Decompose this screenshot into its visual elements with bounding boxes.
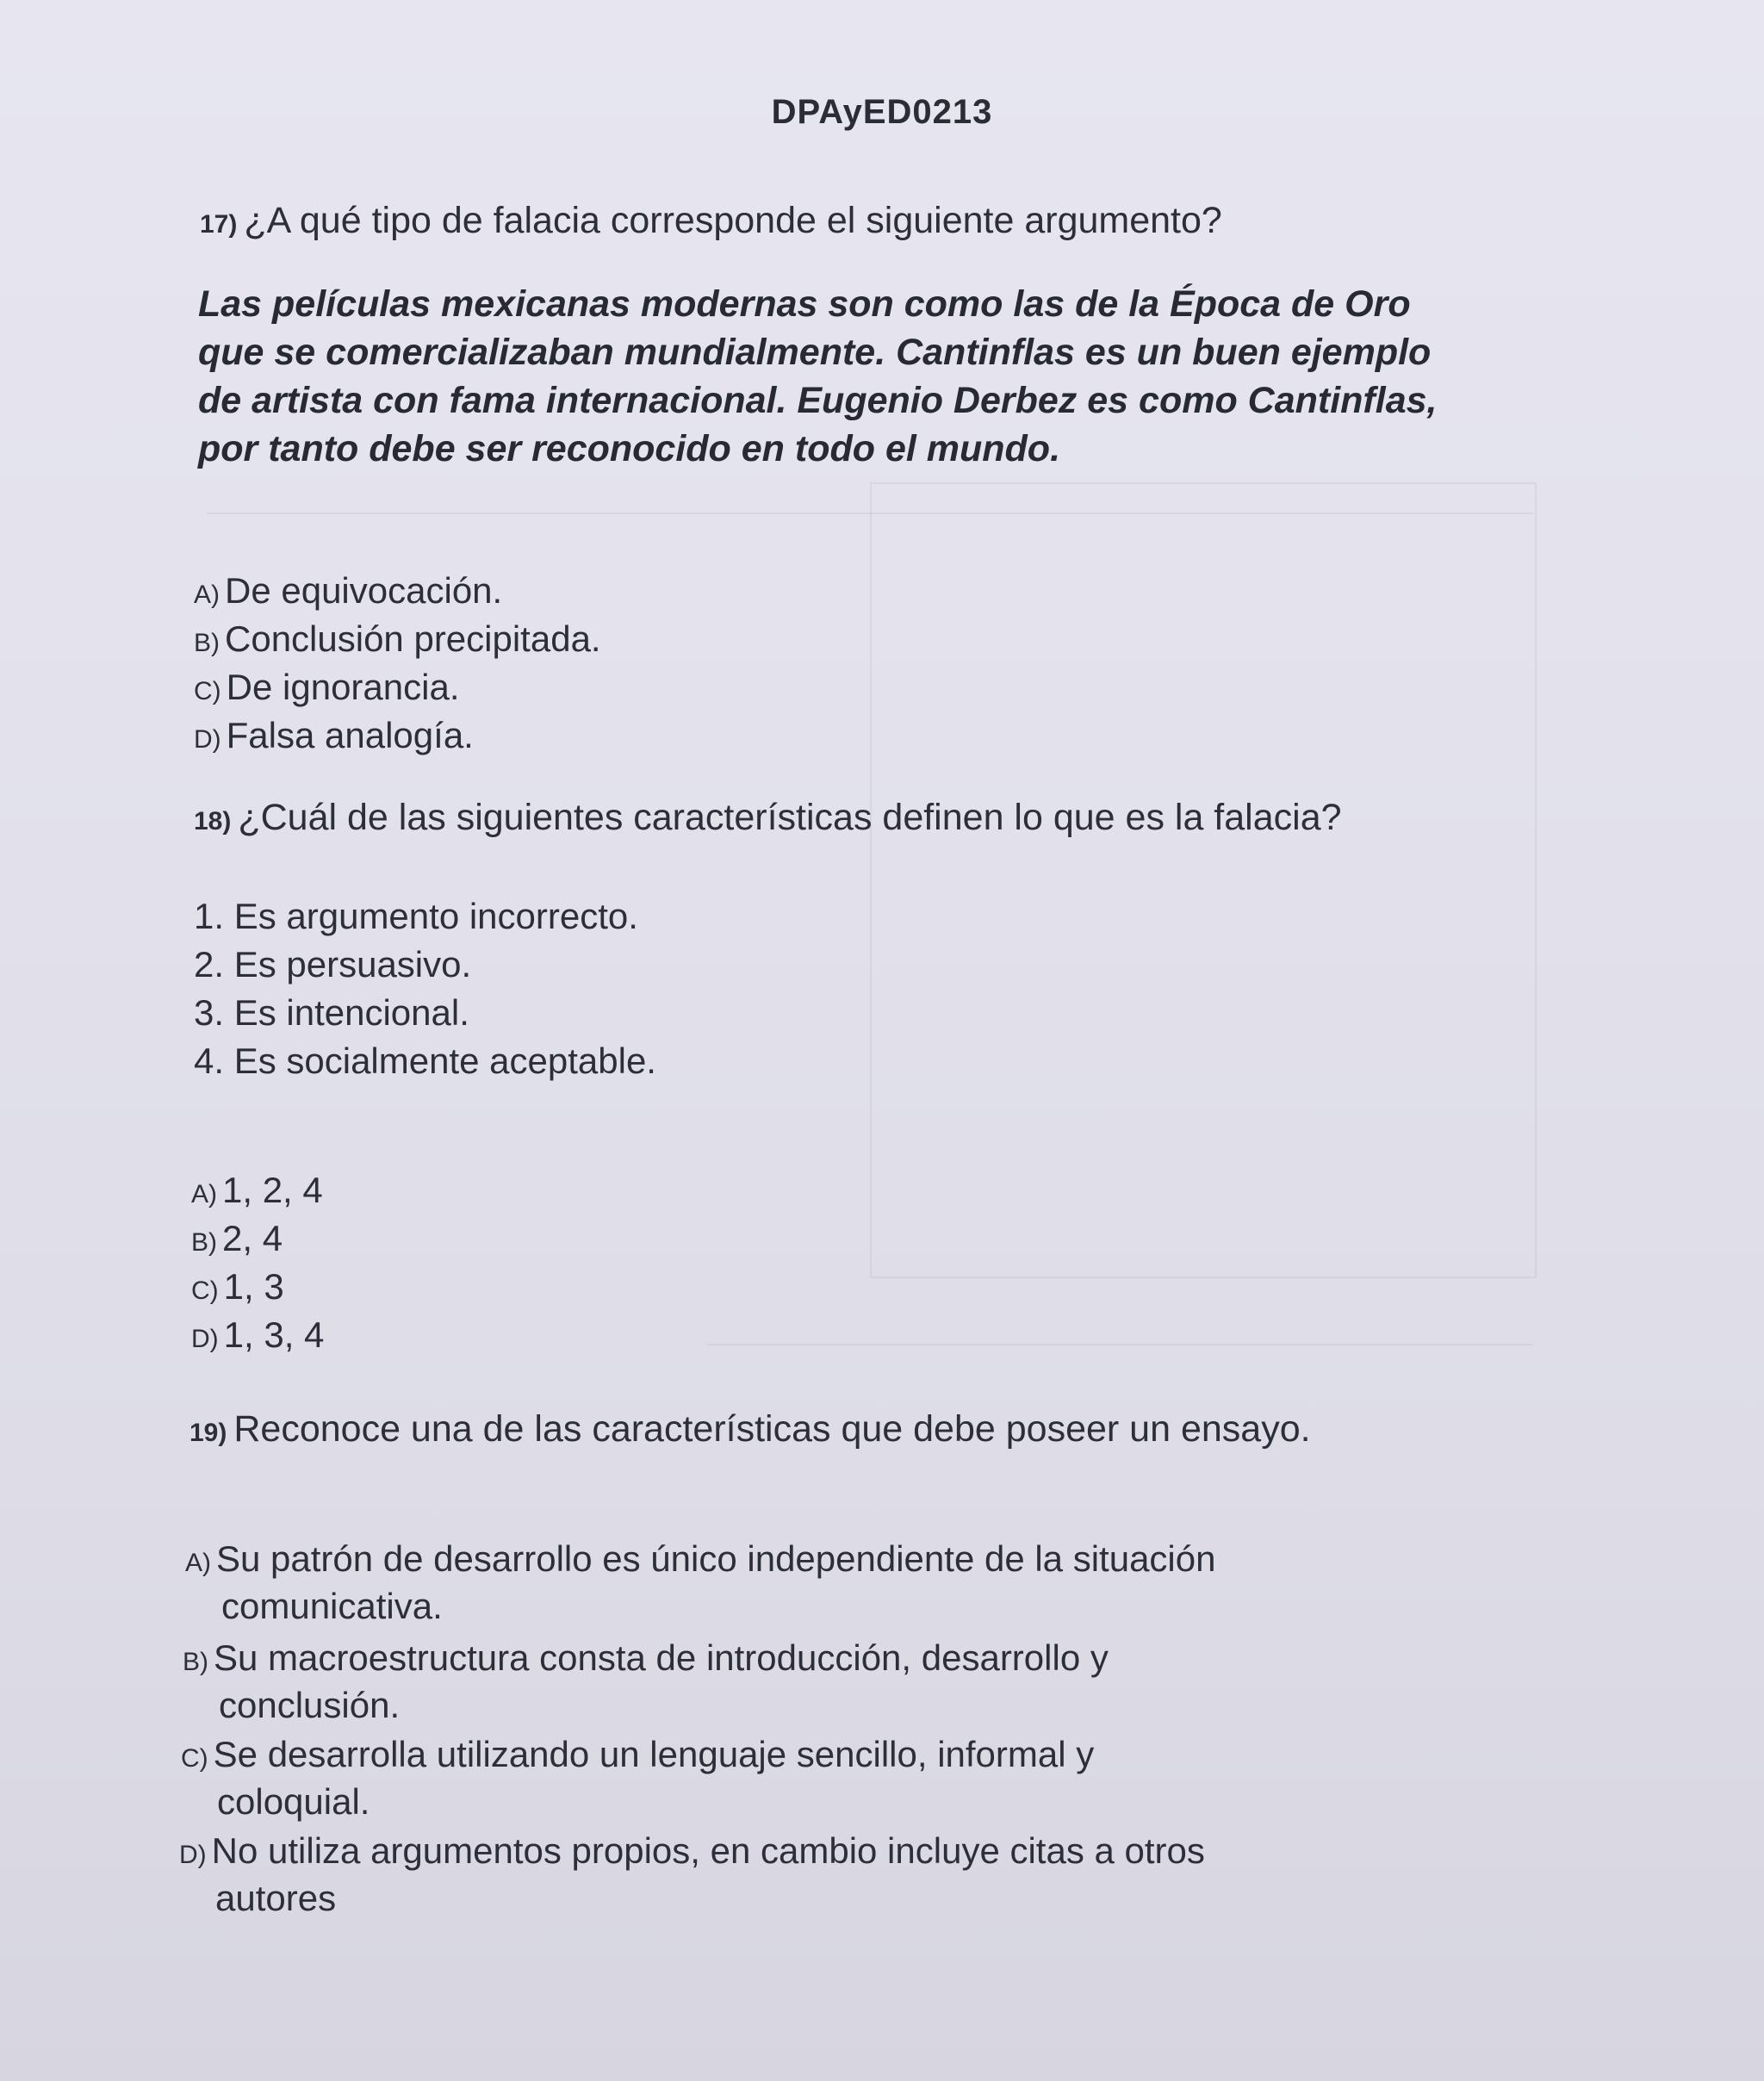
option-text-continued: autores bbox=[215, 1878, 337, 1918]
option-label: A) bbox=[194, 581, 220, 609]
option-label: B) bbox=[194, 629, 220, 657]
question-text: Reconoce una de las características que debe poseer un ensayo. bbox=[233, 1408, 1311, 1450]
q18-statement-3: 3. Es intencional. bbox=[194, 992, 469, 1033]
question-number: 17) bbox=[200, 210, 238, 239]
argument-text bbox=[198, 280, 1628, 473]
document-code: DPAyED0213 bbox=[771, 93, 993, 131]
option-text: Conclusión precipitada. bbox=[225, 618, 601, 659]
option-text: 1, 3 bbox=[223, 1266, 284, 1307]
option-text: 1, 3, 4 bbox=[223, 1314, 325, 1355]
bleed-through-line bbox=[207, 512, 1533, 514]
q19-option-a[interactable] bbox=[185, 1537, 1425, 1628]
option-label: A) bbox=[185, 1549, 211, 1577]
option-text: Se desarrolla utilizando un lenguaje sencillo, informal y bbox=[213, 1734, 1095, 1774]
option-label: D) bbox=[179, 1841, 207, 1869]
option-text: No utiliza argumentos propios, en cambio incluye citas a otros bbox=[211, 1830, 1205, 1871]
q19-option-b[interactable] bbox=[183, 1637, 1423, 1727]
q17-option-d[interactable] bbox=[194, 715, 474, 756]
option-text: Su macroestructura consta de introducción, desarrollo y bbox=[214, 1637, 1109, 1678]
option-label: B) bbox=[191, 1228, 217, 1257]
question-19 bbox=[189, 1408, 1311, 1450]
bleed-through-line bbox=[706, 1344, 1533, 1345]
option-text: De ignorancia. bbox=[226, 667, 460, 707]
option-text-continued: conclusión. bbox=[219, 1685, 401, 1725]
q18-option-d[interactable] bbox=[191, 1314, 324, 1356]
option-label: D) bbox=[191, 1325, 219, 1353]
question-18 bbox=[194, 797, 1342, 839]
option-text-continued: comunicativa. bbox=[221, 1586, 443, 1626]
argument-line: por tanto debe ser reconocido en todo el mundo. bbox=[198, 428, 1061, 469]
option-text-continued: coloquial. bbox=[217, 1781, 370, 1822]
q18-statement-2: 2. Es persuasivo. bbox=[194, 944, 472, 985]
question-number: 18) bbox=[194, 807, 232, 836]
question-17 bbox=[200, 200, 1222, 242]
option-label: A) bbox=[191, 1180, 217, 1208]
q18-option-c[interactable] bbox=[191, 1266, 284, 1308]
q18-option-a[interactable] bbox=[191, 1170, 323, 1211]
q19-option-c[interactable] bbox=[181, 1733, 1421, 1823]
option-text: De equivocación. bbox=[225, 570, 503, 611]
option-label: D) bbox=[194, 725, 221, 754]
q18-statement-1: 1. Es argumento incorrecto. bbox=[194, 896, 638, 936]
argument-line: de artista con fama internacional. Eugenio Derbez es como Cantinflas, bbox=[198, 380, 1438, 421]
option-label: B) bbox=[183, 1648, 208, 1676]
option-text: 2, 4 bbox=[222, 1218, 283, 1258]
question-text: ¿Cuál de las siguientes características definen lo que es la falacia? bbox=[238, 797, 1342, 838]
q18-statement-4: 4. Es socialmente aceptable. bbox=[194, 1040, 656, 1081]
bleed-through-box bbox=[870, 482, 1537, 1278]
option-text: Falsa analogía. bbox=[226, 715, 474, 755]
q17-option-c[interactable] bbox=[194, 667, 459, 708]
option-text: 1, 2, 4 bbox=[222, 1170, 323, 1210]
argument-line: que se comercializaban mundialmente. Cantinflas es un buen ejemplo bbox=[198, 332, 1432, 373]
question-text: ¿A qué tipo de falacia corresponde el siguiente argumento? bbox=[244, 200, 1222, 241]
q17-option-b[interactable] bbox=[194, 618, 601, 660]
argument-line: Las películas mexicanas modernas son como las de la Época de Oro bbox=[198, 283, 1411, 325]
q19-option-d[interactable] bbox=[179, 1829, 1419, 1920]
option-label: C) bbox=[181, 1744, 208, 1773]
q17-option-a[interactable] bbox=[194, 570, 502, 612]
option-label: C) bbox=[191, 1277, 219, 1305]
q18-option-b[interactable] bbox=[191, 1218, 283, 1259]
question-number: 19) bbox=[189, 1419, 227, 1447]
option-label: C) bbox=[194, 677, 221, 705]
option-text: Su patrón de desarrollo es único independiente de la situación bbox=[216, 1538, 1216, 1579]
